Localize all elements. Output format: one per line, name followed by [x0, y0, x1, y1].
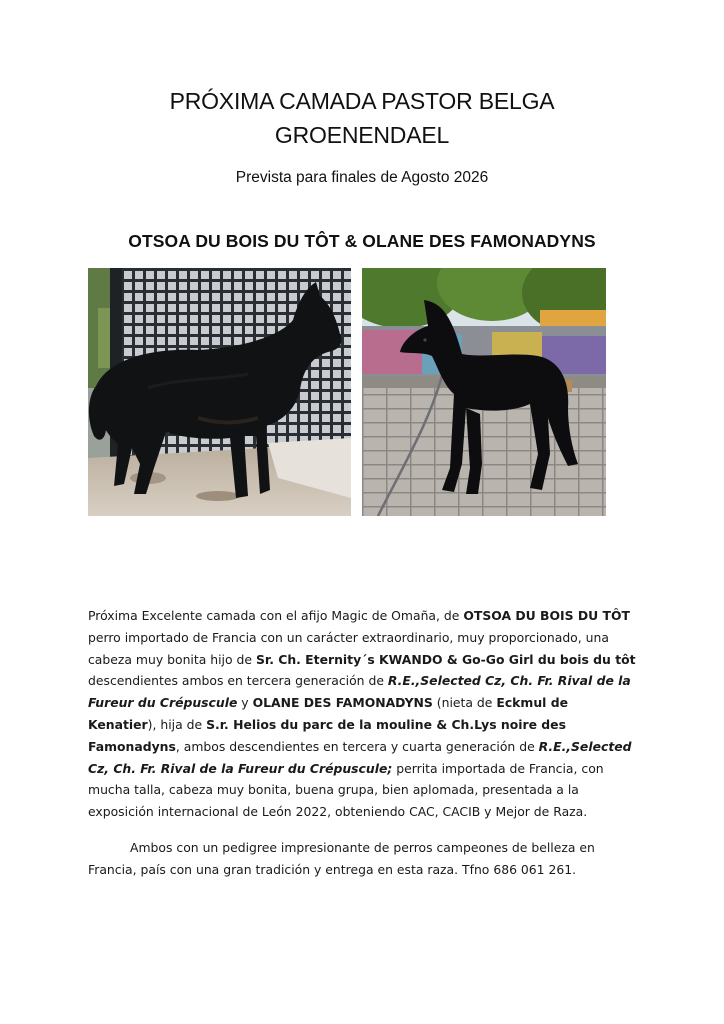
parents-olane: S.r. Helios du parc de la mouline & Ch.Lys noire des Famonadyns: [88, 716, 566, 754]
text-segment: ), hija de: [147, 716, 207, 732]
text-segment: perro importado de Francia con un carácter extraordinario, muy proporcionado, una cabeza muy bonita hijo de: [88, 629, 609, 667]
page-title: [0, 84, 724, 152]
description: [88, 605, 636, 881]
subtitle: Prevista para finales de Agosto 2026: [235, 169, 489, 186]
text-segment: , ambos descendientes en tercera y cuarta generación de: [175, 738, 539, 754]
title-line-2: GROENENDAEL: [274, 122, 450, 148]
description-paragraph-2: Ambos con un pedigree impresionante de perros campeones de belleza en Francia, país con una gran tradición y entrega en esta raza. Tfno 686 061 261.: [88, 839, 595, 877]
photo-otsoa: [88, 268, 351, 516]
text-segment: Próxima Excelente camada con el afijo Magic de Omaña, de: [88, 608, 464, 623]
text-segment: (nieta de: [432, 695, 497, 711]
ancestor-title: R.E.,Selected Cz, Ch. Fr. Rival de la Fureur du Crépuscule: [88, 673, 631, 711]
parents-otsoa: Sr. Ch. Eternity´s KWANDO & Go-Go Girl du bois du tôt: [255, 651, 636, 667]
title-line-1: PRÓXIMA CAMADA PASTOR BELGA: [169, 88, 555, 114]
photo-olane: [362, 268, 606, 516]
dogs-heading: OTSOA DU BOIS DU TÔT & OLANE DES FAMONADYNS: [128, 231, 596, 251]
description-paragraph-1: [88, 605, 636, 823]
text-segment: descendientes ambos en tercera generación de: [88, 673, 388, 689]
grandparent-olane: Eckmul de Kenatier: [88, 695, 568, 732]
text-segment: y: [237, 695, 253, 711]
dog-name-olane: OLANE DES FAMONADYNS: [252, 695, 433, 711]
dog-name-otsoa: OTSOA DU BOIS DU TÔT: [463, 608, 630, 623]
text-segment: perrita importada de Francia, con mucha talla, cabeza muy bonita, buena grupa, bien aplomada, presentada a la exposición internacional de León 2022, obteniendo CAC, CACIB y Mejor de Raza.: [88, 760, 604, 820]
ancestor-title-2: R.E.,Selected Cz, Ch. Fr. Rival de la Fureur du Crépuscule;: [88, 738, 632, 776]
